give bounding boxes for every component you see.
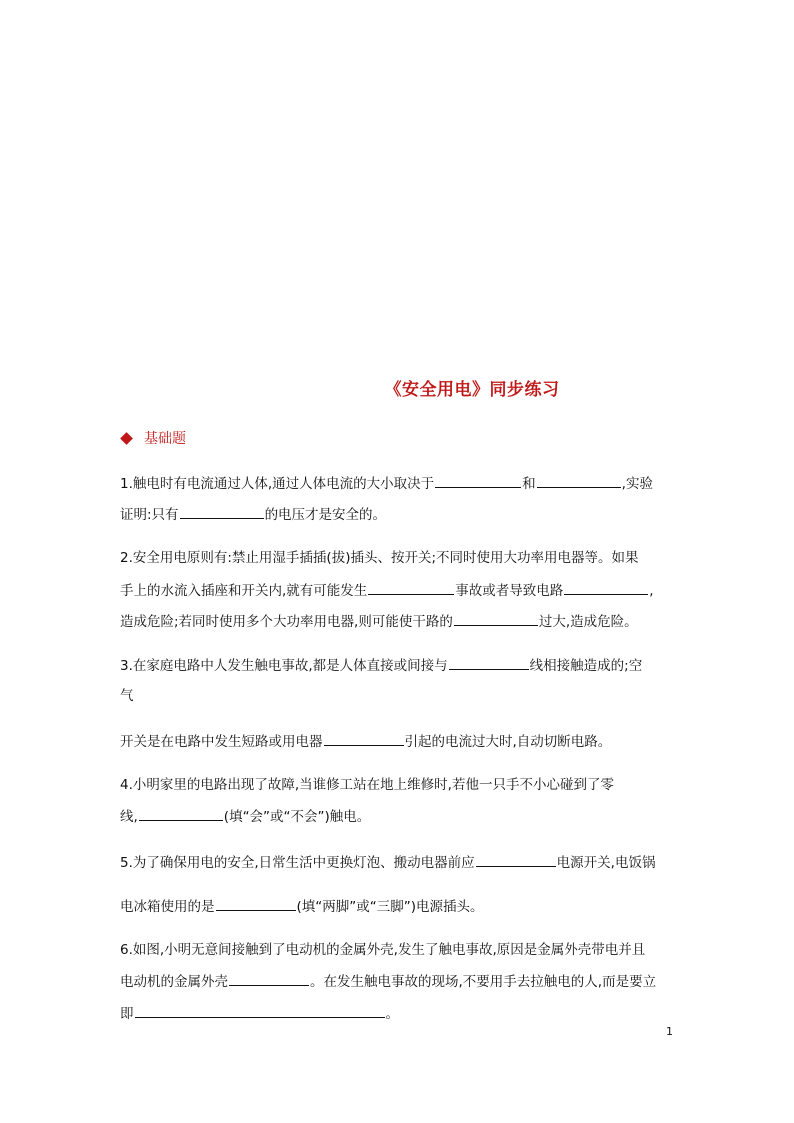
question-6-line-2: 电动机的金属外壳 。在发生触电事故的现场,不要用手去拉触电的人,而是要立 (120, 971, 656, 992)
answer-blank[interactable] (139, 806, 223, 821)
section-label: 基础题 (144, 431, 186, 447)
answer-blank[interactable] (229, 971, 309, 986)
question-1-line-2: 证明:只有 的电压才是安全的。 (120, 504, 386, 525)
question-2-line-2: 手上的水流入插座和开关内,就有可能发生 事故或者导致电路 , (120, 580, 654, 601)
answer-blank[interactable] (324, 731, 404, 746)
question-3-line-2: 气 (120, 688, 134, 704)
question-6-line-1: 6.如图,小明无意间接触到了电动机的金属外壳,发生了触电事故,原因是金属外壳带电并且 (120, 942, 646, 958)
answer-blank[interactable] (216, 896, 296, 911)
question-3-line-3: 开关是在电路中发生短路或用电器 引起的电流过大时,自动切断电路。 (120, 731, 611, 752)
question-4-line-1: 4.小明家里的电路出现了故障,当谁修工站在地上维修时,若他一只手不小心碰到了零 (120, 777, 614, 793)
answer-blank[interactable] (135, 1003, 385, 1018)
answer-blank[interactable] (564, 580, 648, 595)
answer-blank[interactable] (449, 655, 529, 670)
page-number: 1 (666, 1025, 673, 1038)
question-2-line-3: 造成危险;若同时使用多个大功率用电器,则可能使干路的 过大,造成危险。 (120, 611, 638, 632)
answer-blank[interactable] (454, 611, 538, 626)
answer-blank[interactable] (476, 852, 556, 867)
question-2-line-1: 2.安全用电原则有:禁止用湿手插插(拔)插头、按开关;不同时使用大功率用电器等。如果 (120, 550, 639, 566)
question-5-line-2: 电冰箱使用的是 (填“两脚”或“三脚”)电源插头。 (120, 896, 484, 917)
question-3-line-1: 3.在家庭电路中人发生触电事故,都是人体直接或间接与 线相接触造成的;空 (120, 655, 642, 676)
question-4-line-2: 线, (填“会”或“不会”)触电。 (120, 806, 370, 827)
answer-blank[interactable] (180, 504, 264, 519)
diamond-bullet-icon (120, 432, 133, 445)
section-heading (120, 428, 186, 448)
answer-blank[interactable] (368, 580, 454, 595)
answer-blank[interactable] (435, 473, 521, 488)
answer-blank[interactable] (537, 473, 621, 488)
question-5-line-1: 5.为了确保用电的安全,日常生活中更换灯泡、搬动电器前应 电源开关,电饭锅 (120, 852, 655, 873)
page-title: 《安全用电》同步练习 (384, 380, 560, 400)
question-1-line-1: 1.触电时有电流通过人体,通过人体电流的大小取决于 和 ,实验 (120, 473, 653, 494)
question-6-line-3: 即 。 (120, 1003, 399, 1024)
